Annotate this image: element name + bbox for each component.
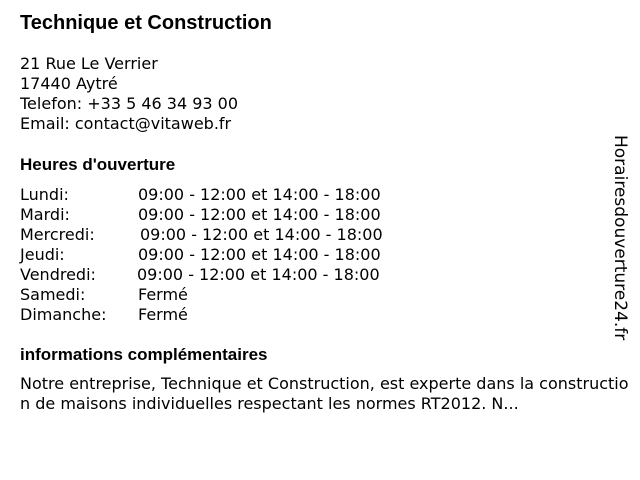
hours-row-thursday (20, 245, 632, 265)
day-label: Jeudi: (20, 245, 65, 264)
business-name: Technique et Construction (20, 12, 272, 34)
hours-title: Heures d'ouverture (20, 155, 176, 174)
day-label: Mercredi: (20, 225, 95, 244)
info-description: Notre entreprise, Technique et Construction, est experte dans la construction de maisons individuelles respectant les normes RT2012. N... (20, 374, 629, 413)
hours-row-wednesday (20, 225, 632, 245)
street-address: 21 Rue Le Verrier (20, 54, 158, 73)
hours-row-sunday (20, 305, 632, 325)
email-address: Email: contact@vitaweb.fr (20, 114, 232, 133)
site-watermark (607, 135, 633, 345)
opening-hours-table (20, 185, 632, 325)
watermark-text: Horairesdouverture24.fr (610, 135, 630, 341)
day-label: Lundi: (20, 185, 69, 204)
time-value: Fermé (138, 305, 188, 324)
hours-row-monday (20, 185, 632, 205)
time-value: 09:00 - 12:00 et 14:00 - 18:00 (138, 205, 381, 224)
time-value: 09:00 - 12:00 et 14:00 - 18:00 (137, 265, 380, 284)
time-value: 09:00 - 12:00 et 14:00 - 18:00 (138, 185, 381, 204)
time-value: 09:00 - 12:00 et 14:00 - 18:00 (140, 225, 383, 244)
day-label: Vendredi: (20, 265, 96, 284)
address-block (20, 54, 632, 134)
info-title: informations complémentaires (20, 345, 268, 364)
hours-row-saturday (20, 285, 632, 305)
city-postcode: 17440 Aytré (20, 74, 118, 93)
day-label: Samedi: (20, 285, 86, 304)
hours-row-tuesday (20, 205, 632, 225)
time-value: 09:00 - 12:00 et 14:00 - 18:00 (138, 245, 381, 264)
time-value: Fermé (138, 285, 188, 304)
day-label: Mardi: (20, 205, 70, 224)
phone-number: Telefon: +33 5 46 34 93 00 (20, 94, 239, 113)
hours-row-friday (20, 265, 632, 285)
business-card (20, 0, 632, 414)
day-label: Dimanche: (20, 305, 107, 324)
